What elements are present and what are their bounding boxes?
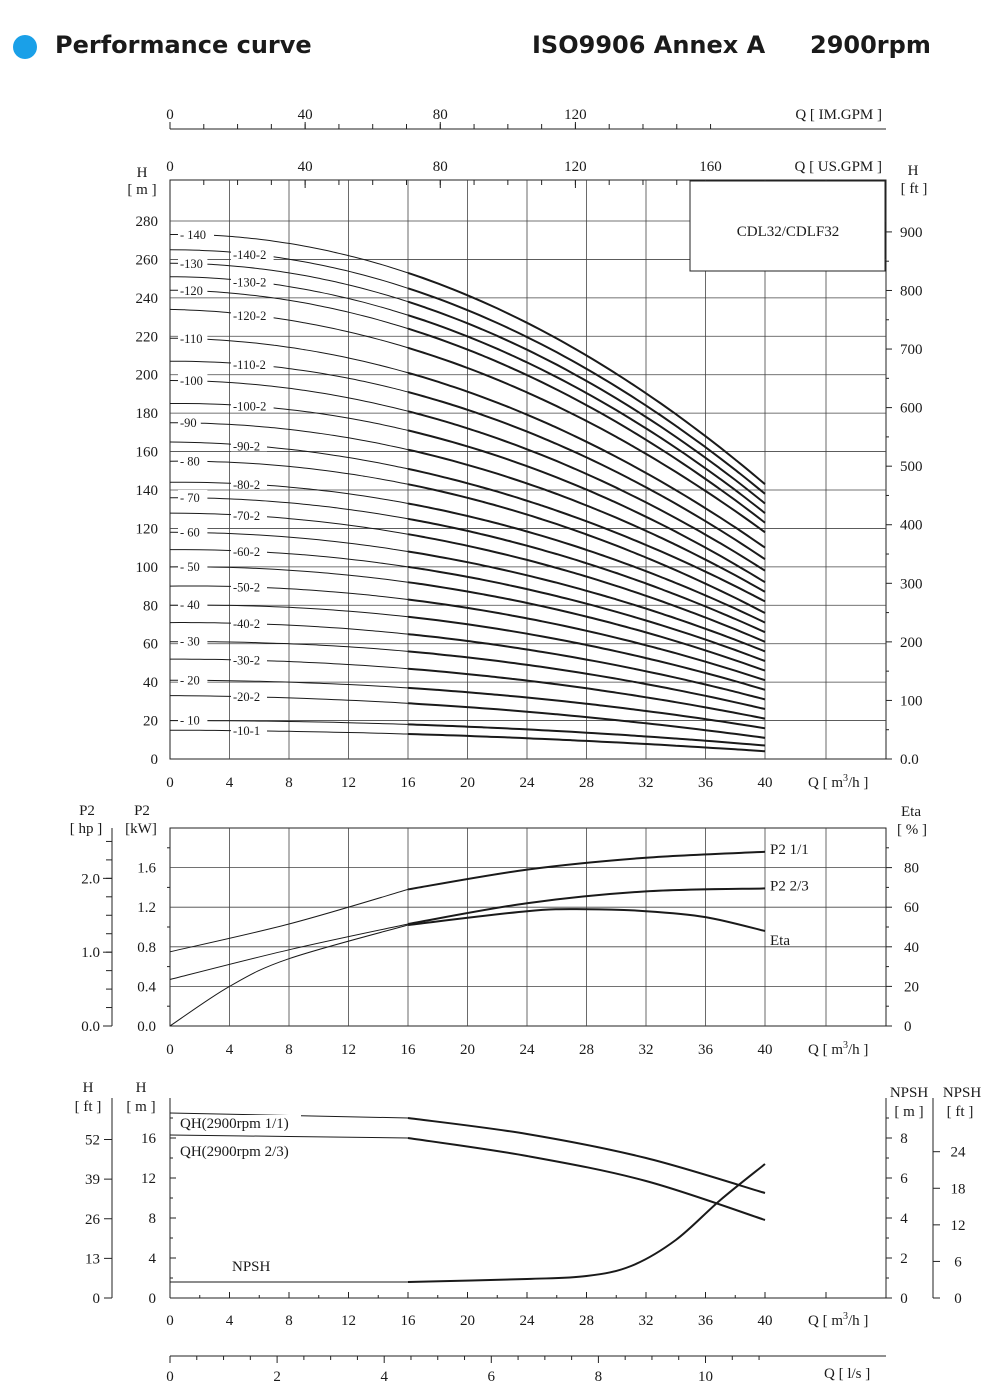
npsh-x-tick-label: 36 — [698, 1313, 713, 1329]
power-series-label: P2 2/3 — [770, 878, 809, 895]
npsh-x-tick-label: 32 — [638, 1313, 654, 1329]
qh-curve-label: - 60 — [180, 525, 200, 540]
qh-y-tick-label: 220 — [135, 329, 158, 346]
qh-curve-label: -20-2 — [233, 690, 261, 705]
ls-tick-label: 8 — [594, 1369, 603, 1385]
qh-curve-label: -40-2 — [233, 616, 261, 631]
qh-y2label-unit: [ ft ] — [900, 181, 928, 197]
im-gpm-tick-label: 80 — [432, 107, 448, 123]
qh-ylabel-h: H — [136, 165, 148, 181]
kw-y-tick-label: 1.6 — [137, 860, 156, 877]
us-gpm-tick-label: 160 — [699, 159, 722, 175]
npsh-m-tick-label: 2 — [900, 1251, 908, 1267]
qh-curve-label: -100-2 — [233, 399, 267, 414]
us-gpm-axis-label: Q [ US.GPM ] — [794, 159, 882, 175]
npsh-ft-unit: [ ft ] — [946, 1104, 974, 1120]
power-x-tick-label: 24 — [519, 1042, 535, 1058]
npsh-series-1-operating — [408, 1118, 765, 1193]
qh-curve-label: -110-2 — [233, 358, 266, 373]
npsh-x-tick-label: 4 — [225, 1313, 234, 1329]
hp-ylabel-p2: P2 — [79, 803, 95, 819]
npsh-y-tick-label: 0 — [148, 1291, 156, 1307]
qh-x-tick-label: 20 — [460, 775, 475, 791]
npsh-x-tick-label: 28 — [579, 1313, 594, 1329]
npsh-m-tick-label: 4 — [900, 1211, 908, 1227]
npsh-ft-tick-label: 0 — [954, 1291, 962, 1307]
qh-x-tick-label: 24 — [519, 775, 535, 791]
qh-y2-tick-label: 900 — [900, 224, 923, 241]
qh-y2-tick-label: 400 — [900, 517, 923, 534]
qh-y-tick-label: 120 — [135, 521, 158, 538]
qh-y2-tick-label: 700 — [900, 342, 923, 359]
qh-x-tick-label: 16 — [400, 775, 416, 791]
qh-y-tick-label: 20 — [143, 713, 158, 730]
qh-curve-label: -120 — [180, 283, 203, 298]
qh-x-tick-label: 12 — [341, 775, 356, 791]
power-series-label: P2 1/1 — [770, 841, 809, 858]
eta-tick-label: 60 — [904, 900, 919, 917]
qh-y2-tick-label: 100 — [900, 693, 923, 710]
npsh-ft-label: NPSH — [942, 1085, 982, 1101]
qh-y-tick-label: 80 — [143, 598, 158, 615]
us-gpm-tick-label: 40 — [297, 159, 313, 175]
npsh-x-tick-label: 40 — [757, 1313, 773, 1329]
qh-y2-tick-label: 800 — [900, 283, 923, 300]
qh-curve-label: -120-2 — [233, 308, 267, 323]
npsh-m-label: NPSH — [889, 1085, 929, 1101]
qh-y-tick-label: 240 — [135, 290, 158, 307]
npsh-x-tick-label: 12 — [341, 1313, 356, 1329]
npsh-m-unit: [ m ] — [894, 1104, 924, 1120]
qh-y-tick-label: 160 — [135, 444, 158, 461]
qh-y2-tick-label: 300 — [900, 576, 923, 593]
eta-tick-label: 40 — [904, 939, 919, 956]
power-x-tick-label: 0 — [166, 1042, 174, 1058]
power-x-tick-label: 8 — [285, 1042, 293, 1058]
npsh-x-tick-label: 0 — [166, 1313, 174, 1329]
kw-y-tick-label: 0.8 — [137, 939, 156, 956]
power-x-tick-label: 20 — [460, 1042, 475, 1058]
power-x-tick-label: 32 — [638, 1042, 654, 1058]
qh-y2label-h: H — [907, 163, 919, 179]
qh-y-tick-label: 280 — [135, 214, 158, 230]
qh-curve-label: - 80 — [180, 454, 200, 469]
qh-curve-label: -70-2 — [233, 509, 261, 524]
qh-x-tick-label: 36 — [698, 775, 713, 791]
npsh-ft-tick-label: 24 — [950, 1144, 966, 1161]
npsh-x-tick-label: 24 — [519, 1313, 535, 1329]
ft-ylabel-unit: [ ft ] — [74, 1099, 102, 1115]
npsh-ft-tick-label: 6 — [954, 1254, 962, 1271]
qh-y-tick-label: 0 — [150, 752, 158, 768]
qh-curve-label: - 50 — [180, 559, 200, 574]
kw-y-tick-label: 0.4 — [137, 979, 156, 996]
kw-ylabel-p2: P2 — [134, 803, 150, 819]
npsh-y-tick-label: 8 — [148, 1211, 156, 1227]
npsh-series-label: QH(2900rpm 2/3) — [180, 1144, 289, 1160]
npsh-series-label: QH(2900rpm 1/1) — [180, 1116, 289, 1132]
power-x-tick-label: 40 — [757, 1042, 773, 1058]
hp-tick-label: 1.0 — [81, 945, 100, 962]
npsh-y-tick-label: 16 — [141, 1131, 156, 1147]
speed-label: 2900rpm — [810, 31, 931, 59]
qh-curve-label: - 30 — [180, 634, 200, 649]
qh-y-tick-label: 140 — [135, 483, 158, 499]
ls-tick-label: 4 — [380, 1369, 388, 1385]
npsh-ylabel-h: H — [135, 1080, 147, 1096]
qh-curve-label: -10-1 — [233, 723, 261, 738]
qh-x-tick-label: 32 — [638, 775, 654, 791]
qh-curve-label: - 20 — [180, 673, 200, 688]
qh-xlabel: Q [ $m^3/h$ ] — [808, 773, 869, 791]
qh-curve-label: -100 — [180, 374, 203, 389]
qh-curve-label: - 10 — [180, 713, 200, 728]
qh-x-tick-label: 0 — [166, 775, 174, 791]
kw-y-tick-label: 1.2 — [137, 900, 156, 917]
npsh-xlabel: Q [ $m^3/h$ ] — [808, 1311, 869, 1329]
qh-curve-label: -30-2 — [233, 653, 261, 668]
qh-curve-label: -130-2 — [233, 275, 267, 290]
ls-tick-label: 0 — [166, 1369, 174, 1385]
ls-axis-label: Q [ l/s ] — [824, 1366, 871, 1382]
power-x-tick-label: 36 — [698, 1042, 713, 1058]
qh-y-tick-label: 40 — [143, 675, 158, 692]
npsh-y-tick-label: 12 — [141, 1171, 156, 1187]
qh-curve-label: -110 — [180, 331, 203, 346]
power-x-tick-label: 4 — [225, 1042, 234, 1058]
ls-tick-label: 6 — [487, 1369, 496, 1385]
npsh-series-3-operating — [408, 1164, 765, 1282]
qh-x-tick-label: 40 — [757, 775, 773, 791]
eta-tick-label: 20 — [904, 979, 919, 996]
ft-tick-label: 52 — [85, 1132, 100, 1149]
npsh-m-tick-label: 0 — [900, 1291, 908, 1307]
qh-x-tick-label: 8 — [285, 775, 293, 791]
qh-curve-label: - 40 — [180, 598, 200, 613]
npsh-ylabel-unit: [ m ] — [126, 1099, 156, 1115]
ls-tick-label: 2 — [273, 1369, 281, 1385]
im-gpm-tick-label: 0 — [166, 107, 174, 123]
qh-y-tick-label: 60 — [143, 636, 158, 653]
qh-y-tick-label: 180 — [135, 406, 158, 423]
ft-tick-label: 26 — [85, 1211, 100, 1228]
npsh-y-tick-label: 4 — [148, 1251, 156, 1267]
npsh-series-label: NPSH — [232, 1259, 271, 1275]
us-gpm-tick-label: 0 — [166, 159, 174, 175]
npsh-ft-tick-label: 12 — [950, 1217, 966, 1234]
ft-tick-label: 13 — [85, 1251, 100, 1268]
hp-ylabel-unit: [ hp ] — [69, 821, 103, 837]
model-title: CDL32/CDLF32 — [736, 224, 840, 240]
kw-ylabel-unit: [kW] — [125, 821, 157, 837]
eta-ylabel-unit: [ % ] — [897, 822, 927, 838]
qh-y-tick-label: 260 — [135, 252, 158, 269]
qh-x-tick-label: 28 — [579, 775, 594, 791]
eta-tick-label: 0 — [904, 1019, 912, 1035]
im-gpm-tick-label: 40 — [297, 107, 313, 123]
npsh-m-tick-label: 6 — [900, 1171, 908, 1187]
page-title: Performance curve — [55, 31, 312, 59]
power-x-tick-label: 12 — [341, 1042, 356, 1058]
ft-tick-label: 0 — [92, 1291, 100, 1307]
power-x-tick-label: 28 — [579, 1042, 594, 1058]
im-gpm-tick-label: 120 — [564, 107, 587, 123]
qh-curve-label: - 140 — [180, 227, 207, 242]
qh-y2-tick-label: 0.0 — [900, 752, 919, 768]
hp-tick-label: 0.0 — [81, 1019, 100, 1035]
us-gpm-tick-label: 80 — [432, 159, 448, 175]
npsh-ft-tick-label: 18 — [950, 1181, 966, 1198]
ft-ylabel-h: H — [82, 1080, 94, 1096]
qh-y2-tick-label: 200 — [900, 634, 923, 651]
qh-curve-label: -90-2 — [233, 439, 261, 454]
qh-x-tick-label: 4 — [225, 775, 234, 791]
npsh-x-tick-label: 8 — [285, 1313, 293, 1329]
npsh-series-2 — [170, 1135, 408, 1138]
npsh-x-tick-label: 16 — [400, 1313, 416, 1329]
im-gpm-axis-label: Q [ IM.GPM ] — [795, 107, 882, 123]
power-xlabel: Q [ $m^3/h$ ] — [808, 1040, 869, 1058]
standard-label: ISO9906 Annex A — [532, 31, 766, 59]
qh-curve-label: -60-2 — [233, 544, 261, 559]
qh-y2-tick-label: 600 — [900, 400, 923, 417]
qh-y-tick-label: 100 — [135, 559, 158, 576]
ft-tick-label: 39 — [85, 1172, 100, 1189]
qh-curve-label: -130 — [180, 256, 203, 271]
qh-curve-label: -140-2 — [233, 247, 267, 262]
us-gpm-tick-label: 120 — [564, 159, 587, 175]
power-series-label: Eta — [770, 932, 790, 949]
qh-ylabel-unit: [ m ] — [127, 182, 157, 198]
ls-tick-label: 10 — [698, 1369, 713, 1385]
npsh-x-tick-label: 20 — [460, 1313, 475, 1329]
eta-tick-label: 80 — [904, 860, 919, 877]
qh-curve-label: -50-2 — [233, 580, 261, 595]
npsh-m-tick-label: 8 — [900, 1131, 908, 1147]
eta-ylabel: Eta — [901, 804, 921, 820]
qh-curve-label: -90 — [180, 416, 197, 431]
qh-curve-label: - 70 — [180, 490, 200, 505]
hp-tick-label: 2.0 — [81, 871, 100, 888]
power-x-tick-label: 16 — [400, 1042, 416, 1058]
kw-y-tick-label: 0.0 — [137, 1019, 156, 1035]
qh-y2-tick-label: 500 — [900, 459, 923, 476]
qh-curve-label: -80-2 — [233, 477, 261, 492]
qh-y-tick-label: 200 — [135, 367, 158, 384]
